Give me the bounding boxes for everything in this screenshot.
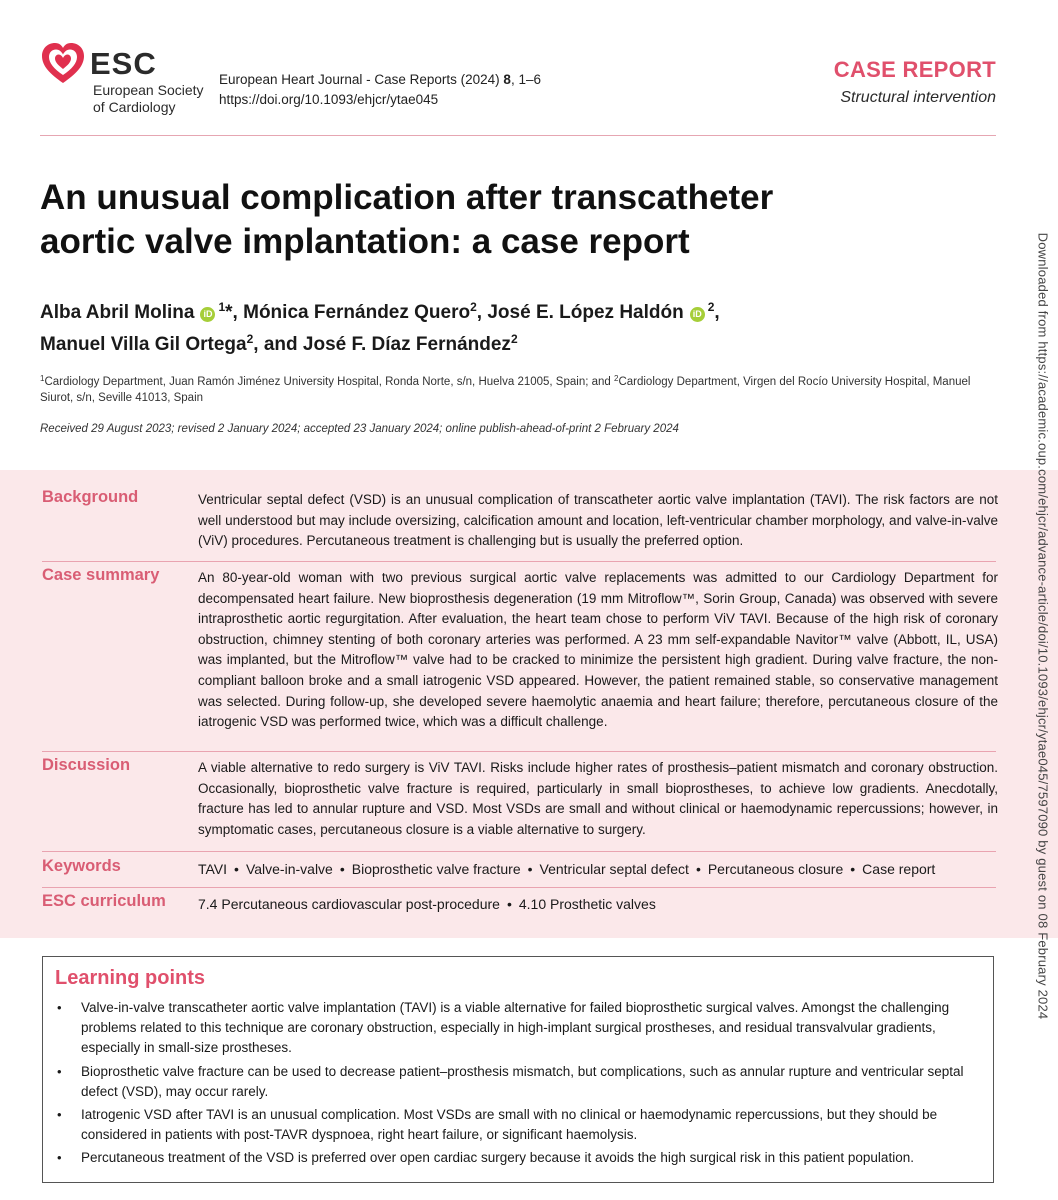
abstract-divider — [42, 561, 996, 562]
journal-citation — [219, 70, 541, 90]
list-item — [43, 998, 983, 1059]
abstract-text: Ventricular septal defect (VSD) is an unusual complication of transcatheter aortic valve implantation (TAVI). The risk factors are not well understood but may include oversizing, calcification amount and location, left-ventricular chamber morphology, and valve-in-valve (ViV) procedures. Percutaneous treatment is challenging but is usually the preferred option. — [198, 492, 998, 549]
affiliation-mark: 2 — [614, 374, 619, 383]
author-affiliation-mark: 2 — [470, 300, 477, 314]
journal-name: European Heart Journal - Case Reports (2024) — [219, 72, 500, 87]
author-name: Mónica Fernández Quero — [243, 302, 471, 323]
journal-info — [219, 70, 541, 110]
orcid-icon[interactable]: iD — [200, 307, 215, 322]
list-item — [43, 1105, 983, 1145]
abstract-text: An 80-year-old woman with two previous surgical aortic valve replacements was admitted to our Cardiology Department for decompensated heart failure. New bioprosthesis degeneration (19 mm Mitroflow™, Sorin Group, Canada) was observed with severe intraprosthetic aortic regurgitation. After evaluation, the heart team chose to perform ViV TAVI. Because of the high risk of coronary obstruction, chimney stenting of both coronary arteries was performed. A 23 mm self-expandable Navitor™ valve (Abbott, IL, USA) was implanted, but the Mitroflow™ valve had to be cracked to minimize the persistent high gradient. During valve fracture, the non-compliant balloon broke and a small iatrogenic VSD appeared. However, the patient remained stable, so conservative management was selected. During follow-up, she developed severe haemolytic anaemia and heart failure; therefore, percutaneous closure of the iatrogenic VSD was performed twice, which was a difficult challenge. — [198, 570, 998, 730]
title-line-1: An unusual complication after transcatheter — [40, 178, 774, 217]
keyword: Bioprosthetic valve fracture — [351, 861, 521, 877]
learning-point-text: Bioprosthetic valve fracture can be used to decrease patient–prosthesis mismatch, but complications, such as annular rupture and ventricular septal defect (VSD), may occur rarely. — [81, 1063, 964, 1099]
list-item — [43, 1062, 983, 1102]
affiliation-1: Cardiology Department, Juan Ramón Jiménez University Hospital, Ronda Norte, s/n, Huelva 21005, Spain; and — [44, 376, 614, 388]
keyword: Percutaneous closure — [707, 861, 844, 877]
keyword: Ventricular septal defect — [539, 861, 689, 877]
bullet-icon: • — [57, 1107, 62, 1123]
download-watermark: Downloaded from https://academic.oup.com/ehjcr/advance-article/doi/10.1093/ehjcr/ytae045/7597090 by guest on 08 February 2024 — [1035, 232, 1051, 1020]
affiliation-mark: 1 — [40, 374, 45, 383]
author-line-1: Alba Abril Molina iD $^1$*, Mónica Fernández Quero$^2$, José E. López Haldón iD $^2$, — [40, 300, 720, 323]
bullet-icon: • — [57, 1063, 62, 1079]
author-name: and José F. Díaz Fernández — [263, 334, 511, 355]
learning-points-heading: Learning points — [55, 967, 205, 989]
keyword-list — [198, 859, 998, 879]
abstract-divider — [42, 851, 996, 852]
abstract-divider — [42, 751, 996, 752]
author-name: José E. López Haldón — [487, 302, 684, 323]
logo-subtitle-line1: European Society — [93, 82, 204, 98]
bullet-icon: • — [850, 861, 856, 877]
author-name: Manuel Villa Gil Ortega — [40, 334, 247, 355]
learning-points-box — [42, 956, 994, 1183]
bullet-icon: • — [57, 1000, 62, 1015]
abstract-heading: ESC curriculum — [42, 892, 166, 910]
abstract-heading: Background — [42, 488, 139, 506]
list-item — [43, 1148, 983, 1168]
abstract-heading: Discussion — [42, 756, 131, 774]
bullet-icon: • — [339, 861, 345, 877]
bullet-icon: • — [527, 861, 533, 877]
learning-point-text: Percutaneous treatment of the VSD is preferred over open cardiac surgery because it avoids the high surgical risk in this patient population. — [81, 1150, 914, 1166]
article-subtype: Structural intervention — [840, 89, 996, 106]
logo-wordmark: ESC — [90, 46, 157, 81]
logo-society-name — [93, 82, 233, 116]
curriculum-item: 7.4 Percutaneous cardiovascular post-procedure — [198, 896, 500, 912]
author-line-2: Manuel Villa Gil Ortega$^2$, and José F. Díaz Fernández$^2$ — [40, 332, 518, 355]
author-affiliation-mark: 2 — [246, 332, 254, 346]
affiliations — [40, 374, 995, 406]
orcid-icon[interactable]: iD — [690, 307, 705, 322]
author-name: Alba Abril Molina — [40, 302, 195, 323]
keyword: Valve-in-valve — [245, 861, 333, 877]
article-type: CASE REPORT — [833, 57, 996, 82]
title-line-2: aortic valve implantation: a case report — [40, 222, 690, 261]
journal-volume: 8 — [503, 72, 511, 87]
bullet-icon: • — [695, 861, 701, 877]
abstract-heading: Case summary — [42, 566, 160, 584]
author-affiliation-mark: 1 — [218, 300, 226, 314]
header-divider — [40, 135, 996, 136]
article-title — [40, 176, 1000, 264]
author-affiliation-mark: 2 — [707, 300, 715, 314]
learning-point-text: Valve-in-valve transcatheter aortic valve implantation (TAVI) is a viable alternative for failed bioprosthetic surgical valves. Amongst the challenging problems related to this technique are coronary obstruction, especially in high-implant surgical prostheses, and residual transvalvular gradients, especially in small-size prostheses. — [81, 1000, 950, 1056]
author-list — [40, 297, 1000, 361]
doi-link[interactable]: https://doi.org/10.1093/ehjcr/ytae045 — [219, 92, 439, 107]
abstract-heading: Keywords — [42, 857, 121, 875]
journal-pages: , 1–6 — [510, 72, 541, 87]
received-dates: Received 29 August 2023; revised 2 January 2024; accepted 23 January 2024; online publish-ahead-of-print 2 February 2024 — [40, 423, 679, 435]
abstract-divider — [42, 887, 996, 888]
esc-logo — [40, 42, 220, 122]
bullet-icon: • — [57, 1150, 62, 1166]
keyword: Case report — [862, 861, 936, 877]
corresponding-author-mark: *, — [225, 302, 238, 323]
article-type-block — [834, 57, 996, 107]
keyword: TAVI — [198, 861, 228, 877]
learning-point-text: Iatrogenic VSD after TAVI is an unusual complication. Most VSDs are small with no clinical or haemodynamic repercussions, but they should be considered in patients with post-TAVR dyspnoea, right heart failure, or significant haemolysis. — [81, 1107, 938, 1143]
curriculum-item: 4.10 Prosthetic valves — [518, 896, 656, 912]
learning-points-list — [43, 998, 983, 1172]
curriculum-list — [198, 894, 998, 914]
bullet-icon: • — [506, 896, 512, 912]
heart-logo-icon — [40, 42, 86, 88]
affiliation-2: Cardiology Department, Virgen del Rocío University Hospital, Manuel Siurot, s/n, Seville 41013, Spain — [40, 376, 971, 404]
logo-subtitle-line2: of Cardiology — [93, 99, 176, 115]
bullet-icon: • — [234, 861, 239, 877]
abstract-text: A viable alternative to redo surgery is ViV TAVI. Risks include higher rates of prosthesis–patient mismatch and coronary obstruction. Occasionally, bioprosthetic valve fracture is required, particularly in small bioprostheses, to achieve low gradients. Anecdotally, fracture has led to annular rupture and VSD. Most VSDs are small and without clinical or haemodynamic repercussions; however, in symptomatic cases, percutaneous closure is a viable alternative to surgery. — [198, 760, 998, 837]
author-affiliation-mark: 2 — [510, 332, 518, 346]
abstract-box — [0, 470, 1058, 938]
